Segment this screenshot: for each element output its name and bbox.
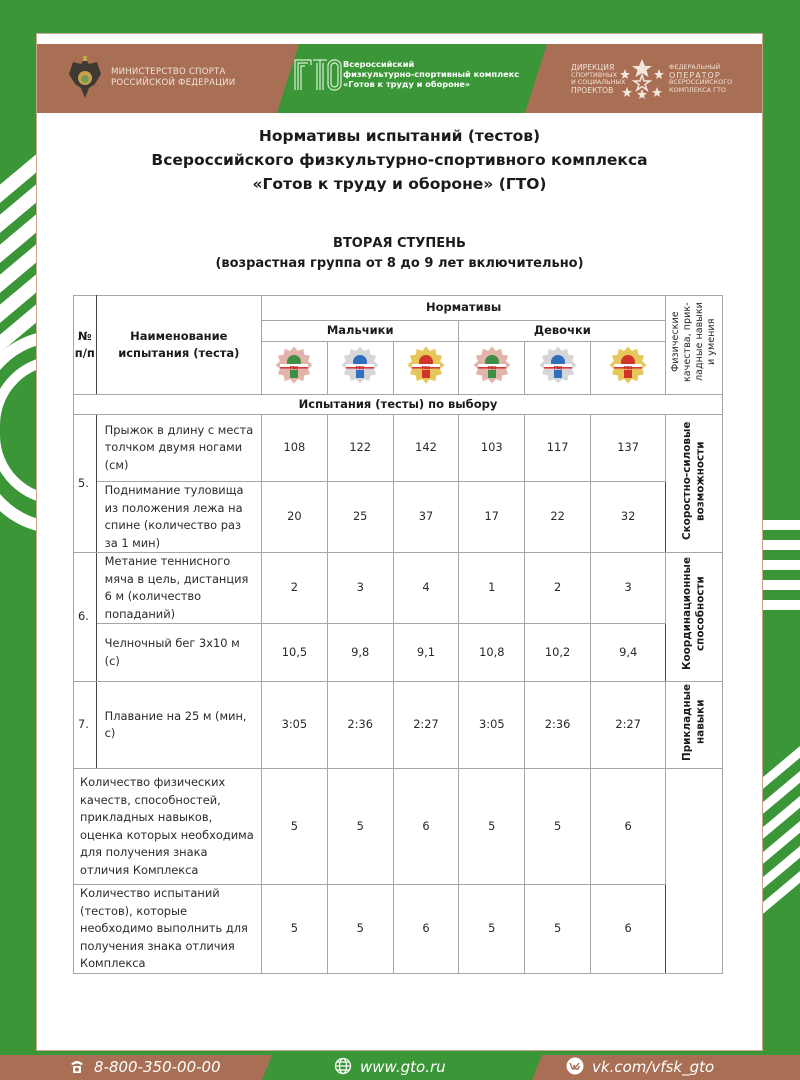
stage-name: ВТОРАЯ СТУПЕНЬ <box>333 236 466 251</box>
group-number: 5. <box>74 415 97 553</box>
girls-summary-value: 5 <box>459 769 525 885</box>
bronze-badge-icon <box>472 345 512 385</box>
test-name: Челночный бег 3х10 м (с) <box>96 624 261 682</box>
girls-summary-value: 5 <box>525 769 591 885</box>
header-banner <box>37 44 762 113</box>
operator-line-1: ФЕДЕРАЛЬНЫЙ <box>669 63 721 71</box>
boys-summary-value: 5 <box>327 769 393 885</box>
ministry-line-1: МИНИСТЕРСТВО СПОРТА <box>111 67 226 77</box>
empty-quality-cell <box>666 769 723 974</box>
boys-summary-value: 5 <box>327 885 393 974</box>
gto-logo-icon <box>293 57 343 92</box>
badge-cell-bronze <box>459 342 525 395</box>
boys-value: 10,5 <box>262 624 328 682</box>
vk-url[interactable]: vk.com/vfsk_gto <box>592 1058 715 1076</box>
gto-complex-label <box>343 59 519 89</box>
operator-label <box>669 64 732 94</box>
website-link[interactable] <box>334 1055 446 1080</box>
test-row <box>74 682 723 769</box>
section-header <box>74 395 723 415</box>
col-num-label: № п/п <box>74 328 95 360</box>
norms-header <box>262 296 666 321</box>
girls-value: 22 <box>525 482 591 553</box>
summary-row <box>74 885 723 974</box>
title-line-3: «Готов к труду и обороне» (ГТО) <box>252 175 547 193</box>
boys-value: 2:27 <box>393 682 459 769</box>
silver-badge-icon <box>538 345 578 385</box>
girls-summary-value: 6 <box>590 769 665 885</box>
col-num-header <box>74 296 97 395</box>
girls-value: 137 <box>590 415 665 482</box>
qualities-label: Физические качества, прик-ладные навыки и умения <box>670 302 718 383</box>
test-row <box>74 415 723 482</box>
boys-summary-value: 6 <box>393 885 459 974</box>
boys-label: Мальчики <box>326 323 394 338</box>
boys-summary-value: 5 <box>262 769 328 885</box>
gold-badge-icon <box>406 345 446 385</box>
col-name-header <box>96 296 261 395</box>
girls-value: 3 <box>590 553 665 624</box>
test-name: Плавание на 25 м (мин, с) <box>96 682 261 769</box>
girls-value: 10,2 <box>525 624 591 682</box>
boys-value: 25 <box>327 482 393 553</box>
boys-value: 122 <box>327 415 393 482</box>
gto-line-1: Всероссийский <box>343 59 415 69</box>
operator-line-3: ВСЕРОССИЙСКОГО <box>669 78 733 87</box>
boys-value: 2 <box>262 553 328 624</box>
test-name: Прыжок в длину с места толчком двумя ногами (см) <box>96 415 261 482</box>
operator-line-4: КОМПЛЕКСА ГТО <box>669 85 726 94</box>
directorate-label <box>571 64 625 94</box>
girls-summary-value: 5 <box>459 885 525 974</box>
boys-value: 9,8 <box>327 624 393 682</box>
website-url[interactable]: www.gto.ru <box>360 1058 446 1076</box>
stage-heading <box>37 234 762 274</box>
section-row <box>74 395 723 415</box>
badge-cell-bronze <box>262 342 328 395</box>
boys-header <box>262 321 459 342</box>
girls-label: Девочки <box>533 323 591 338</box>
svg-text:ГТО: ГТО <box>623 365 633 371</box>
operator-line-2: ОПЕРАТОР <box>669 70 721 80</box>
footer-bar <box>0 1050 800 1080</box>
phone-contact[interactable] <box>68 1055 221 1080</box>
girls-value: 1 <box>459 553 525 624</box>
svg-text:ГТО: ГТО <box>487 365 497 371</box>
quality-cell <box>666 553 723 682</box>
document-title <box>37 124 762 196</box>
girls-summary-value: 5 <box>525 885 591 974</box>
age-group: (возрастная группа от 8 до 9 лет включительно) <box>215 256 584 271</box>
ministry-label <box>111 67 235 89</box>
phone-number[interactable]: 8-800-350-00-00 <box>94 1058 221 1076</box>
quality-label: Скоростно-силовые возможности <box>680 421 707 540</box>
boys-summary-value: 6 <box>393 769 459 885</box>
svg-text:ГТО: ГТО <box>553 365 562 371</box>
boys-value: 4 <box>393 553 459 624</box>
vk-icon <box>566 1057 584 1075</box>
svg-text:ГТО: ГТО <box>290 365 299 371</box>
qualities-header <box>666 296 723 395</box>
boys-value: 20 <box>262 482 328 553</box>
girls-value: 32 <box>590 482 665 553</box>
summary-label: Количество физических качеств, способностей, прикладных навыков, оценка которых необходима для получения знака отличия Комплекса <box>74 769 262 885</box>
boys-summary-value: 5 <box>262 885 328 974</box>
girls-summary-value: 6 <box>590 885 665 974</box>
section-label: Испытания (тесты) по выбору <box>298 396 498 411</box>
gto-line-3: «Готов к труду и обороне» <box>343 79 471 89</box>
svg-text:ГТО: ГТО <box>355 365 365 371</box>
quality-cell <box>666 682 723 769</box>
girls-value: 103 <box>459 415 525 482</box>
bronze-badge-icon <box>274 345 314 385</box>
girls-value: 17 <box>459 482 525 553</box>
directorate-line-4: ПРОЕКТОВ <box>571 85 614 95</box>
boys-value: 142 <box>393 415 459 482</box>
test-name: Поднимание туловища из положения лежа на спине (количество раз за 1 мин) <box>96 482 261 553</box>
coat-of-arms-icon <box>67 54 103 104</box>
boys-value: 37 <box>393 482 459 553</box>
document-page <box>37 34 762 1050</box>
girls-value: 9,4 <box>590 624 665 682</box>
girls-header <box>459 321 666 342</box>
test-row <box>74 482 723 553</box>
girls-value: 10,8 <box>459 624 525 682</box>
group-number: 7. <box>74 682 97 769</box>
star-emblem-icon <box>619 57 665 103</box>
test-row <box>74 553 723 624</box>
title-line-1: Нормативы испытаний (тестов) <box>258 127 541 145</box>
girls-value: 2:27 <box>590 682 665 769</box>
title-line-2: Всероссийского физкультурно-спортивного комплекса <box>151 151 648 169</box>
svg-text:ГТО: ГТО <box>421 365 431 371</box>
boys-value: 9,1 <box>393 624 459 682</box>
norms-label: Нормативы <box>425 300 502 315</box>
quality-label: Координационные способности <box>680 557 707 671</box>
boys-value: 3:05 <box>262 682 328 769</box>
header-row-1 <box>74 296 723 321</box>
summary-label: Количество испытаний (тестов), которые необходимо выполнить для получения знака отличия Комплекса <box>74 885 262 974</box>
test-row <box>74 624 723 682</box>
quality-label: Прикладные навыки <box>680 683 707 761</box>
gold-badge-icon <box>608 345 648 385</box>
directorate-line-3: И СОЦИАЛЬНЫХ <box>571 78 626 87</box>
badge-cell-silver <box>525 342 591 395</box>
ministry-line-2: РОССИЙСКОЙ ФЕДЕРАЦИИ <box>111 78 236 88</box>
badge-cell-gold <box>590 342 665 395</box>
girls-value: 2:36 <box>525 682 591 769</box>
girls-value: 2 <box>525 553 591 624</box>
summary-row <box>74 769 723 885</box>
vk-link[interactable] <box>566 1055 714 1080</box>
badge-cell-gold <box>393 342 459 395</box>
girls-value: 117 <box>525 415 591 482</box>
boys-value: 2:36 <box>327 682 393 769</box>
globe-icon <box>334 1057 352 1075</box>
standards-table <box>73 295 723 974</box>
quality-cell <box>666 415 723 553</box>
directorate-line-1: ДИРЕКЦИЯ <box>571 63 615 72</box>
girls-value: 3:05 <box>459 682 525 769</box>
silver-badge-icon <box>340 345 380 385</box>
directorate-line-2: СПОРТИВНЫХ <box>571 70 618 79</box>
badge-cell-silver <box>327 342 393 395</box>
gto-line-2: физкультурно-спортивный комплекс <box>343 69 520 79</box>
group-number: 6. <box>74 553 97 682</box>
test-name: Метание теннисного мяча в цель, дистанция 6 м (количество попаданий) <box>96 553 261 624</box>
boys-value: 3 <box>327 553 393 624</box>
phone-icon <box>68 1057 86 1075</box>
col-name-label: Наименование испытания (теста) <box>118 328 240 360</box>
boys-value: 108 <box>262 415 328 482</box>
